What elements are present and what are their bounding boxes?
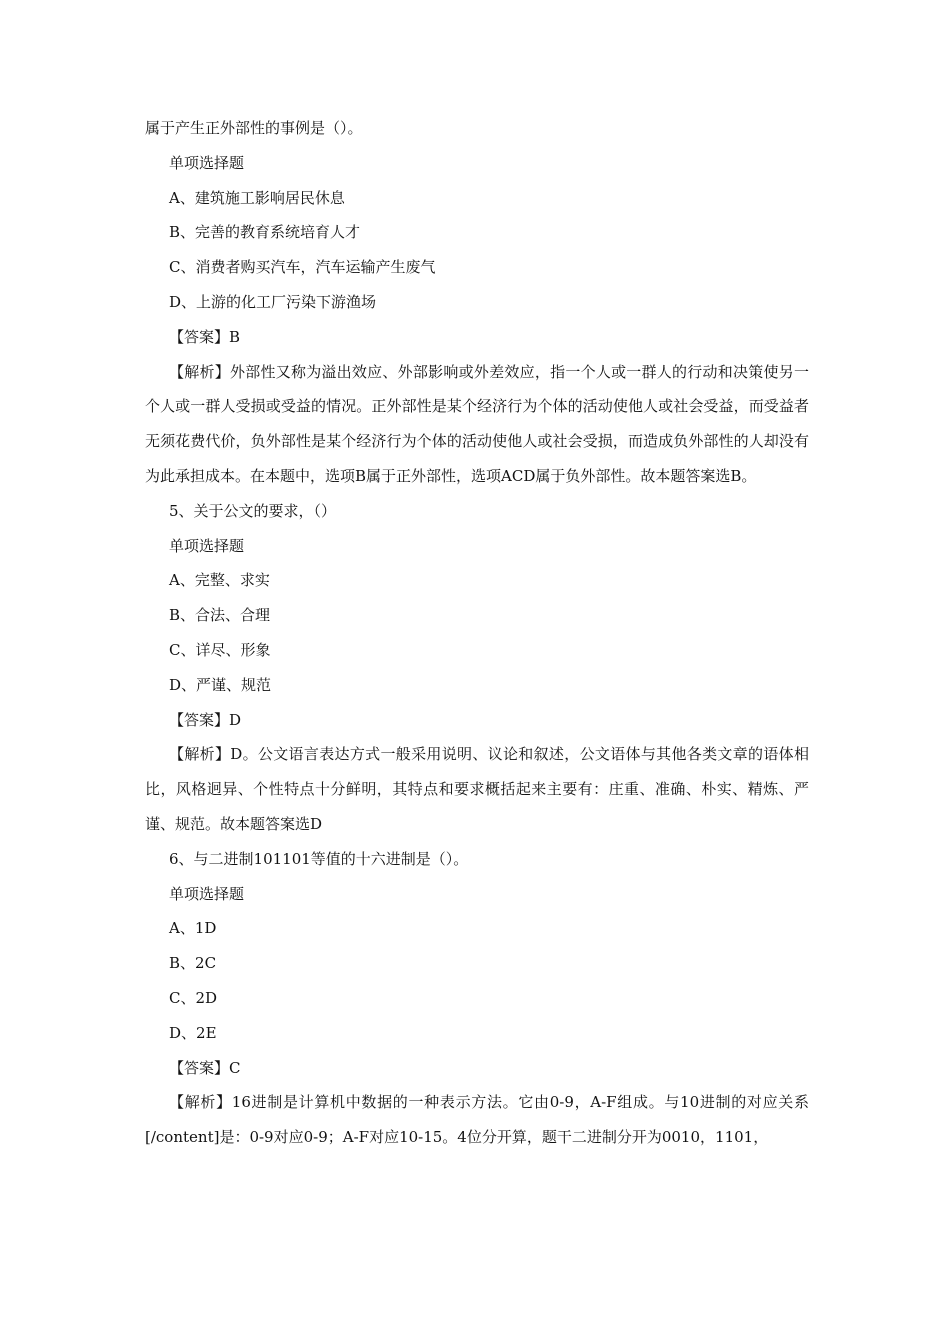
- question-4-option-a: A、建筑施工影响居民休息: [169, 188, 345, 207]
- question-5-option-d: D、严谨、规范: [169, 675, 272, 694]
- question-6-type: 单项选择题: [169, 884, 245, 903]
- question-5-analysis: 【解析】D。公文语言表达方式一般采用说明、议论和叙述，公文语体与其他各类文章的语体相比，风格迥异、个性特点十分鲜明，其特点和要求概括起来主要有：庄重、准确、朴实、精炼、严谨、规范。故本题答案选D: [145, 745, 809, 833]
- question-6-option-d: D、2E: [169, 1023, 217, 1042]
- question-4-analysis: 【解析】外部性又称为溢出效应、外部影响或外差效应，指一个人或一群人的行动和决策使另一个人或一群人受损或受益的情况。正外部性是某个经济行为个体的活动使他人或社会受益，而受益者无须花费代价，负外部性是某个经济行为个体的活动使他人或社会受损，而造成负外部性的人却没有为此承担成本。在本题中，选项B属于正外部性，选项ACD属于负外部性。故本题答案选B。: [145, 362, 809, 485]
- question-5-option-c: C、详尽、形象: [169, 640, 271, 659]
- question-4-answer: 【答案】B: [169, 327, 241, 346]
- question-6-stem: 6、与二进制101101等值的十六进制是（）。: [169, 849, 469, 868]
- question-4-option-d: D、上游的化工厂污染下游渔场: [169, 292, 377, 311]
- question-6-option-a: A、1D: [169, 919, 217, 938]
- question-5-stem: 5、关于公文的要求，（）: [169, 501, 337, 520]
- question-6-option-b: B、2C: [169, 954, 217, 973]
- document-page: [145, 111, 809, 1155]
- question-6-option-c: C、2D: [169, 988, 218, 1007]
- question-4-type: 单项选择题: [169, 153, 245, 172]
- question-5-type: 单项选择题: [169, 536, 245, 555]
- question-6-analysis: 【解析】16进制是计算机中数据的一种表示方法。它由0-9，A-F组成。与10进制的对应关系[/content]是：0-9对应0-9；A-F对应10-15。4位分开算，题干二进制分开为0010，1101，: [145, 1093, 809, 1147]
- question-5-option-a: A、完整、求实: [169, 571, 270, 590]
- question-4-option-c: C、消费者购买汽车，汽车运输产生废气: [169, 258, 436, 277]
- question-4-stem: 属于产生正外部性的事例是（）。: [145, 119, 363, 137]
- question-5-option-b: B、合法、合理: [169, 606, 271, 625]
- question-6-answer: 【答案】C: [169, 1058, 241, 1077]
- question-5-answer: 【答案】D: [169, 710, 242, 729]
- question-4-option-b: B、完善的教育系统培育人才: [169, 223, 361, 242]
